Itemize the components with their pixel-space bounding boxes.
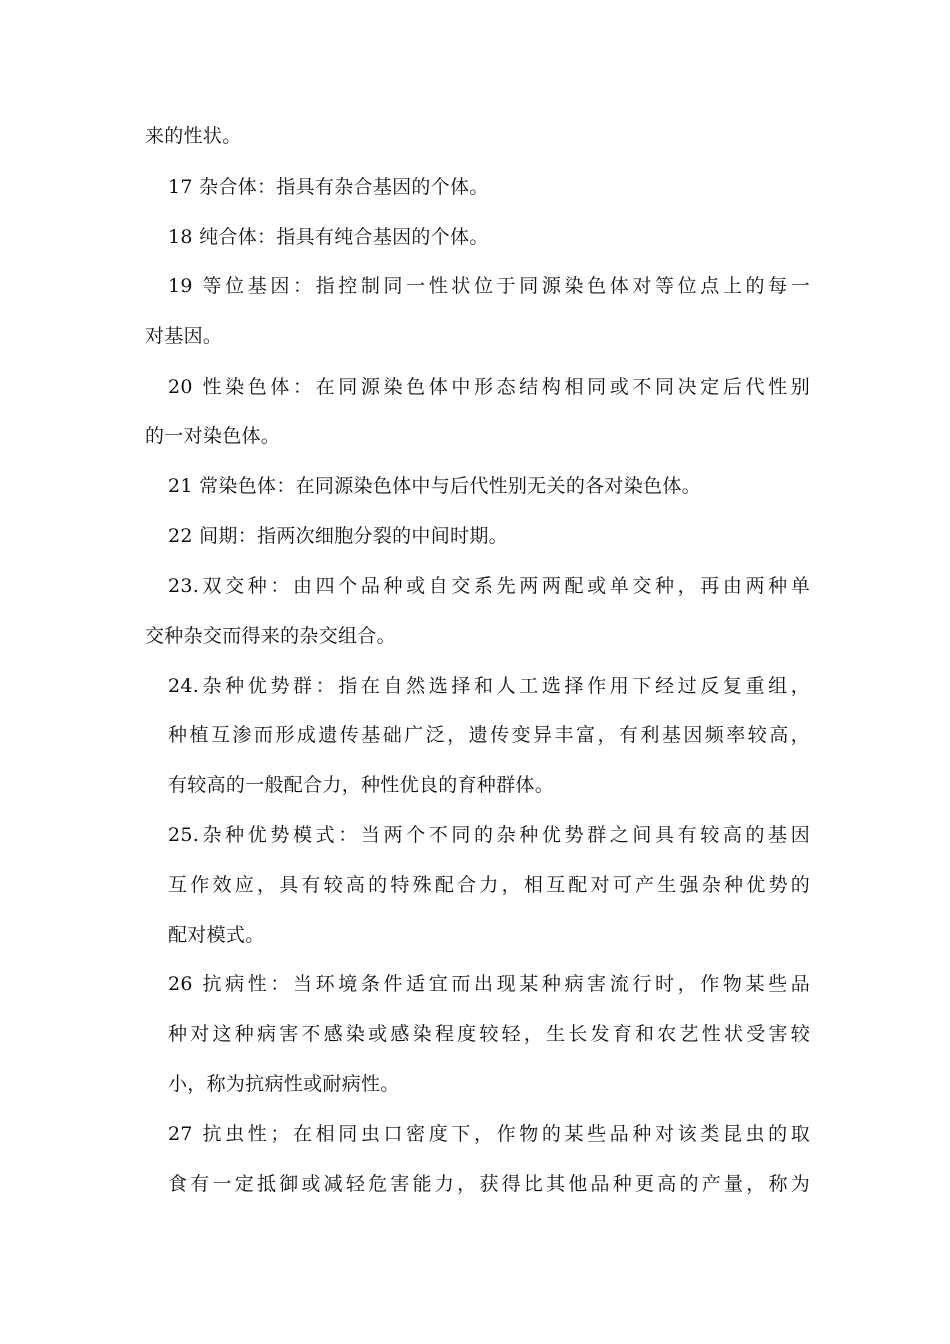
text-line: 27 抗虫性；在相同虫口密度下，作物的某些品种对该类昆虫的取 [168,1123,810,1145]
text-line: 对基因。 [145,325,223,347]
text-line: 24.杂种优势群：指在自然选择和人工选择作用下经过反复重组， [168,675,810,697]
text-line: 25.杂种优势模式：当两个不同的杂种优势群之间具有较高的基因 [168,824,810,846]
text-line: 18 纯合体：指具有纯合基因的个体。 [168,226,489,248]
text-line: 有较高的一般配合力，种性优良的育种群体。 [168,774,555,796]
text-line: 小，称为抗病性或耐病性。 [168,1073,400,1095]
text-line: 种对这种病害不感染或感染程度较轻，生长发育和农艺性状受害较 [168,1023,810,1045]
text-line: 种植互渗而形成遗传基础广泛，遗传变异丰富，有利基因频率较高， [168,724,810,746]
text-line: 来的性状。 [145,125,242,147]
text-line: 交种杂交而得来的杂交组合。 [145,625,396,647]
text-line: 食有一定抵御或减轻危害能力，获得比其他品种更高的产量，称为 [168,1173,810,1195]
text-line: 20 性染色体：在同源染色体中形态结构相同或不同决定后代性别 [168,376,810,398]
text-line: 23.双交种：由四个品种或自交系先两两配或单交种，再由两种单 [168,575,810,597]
text-line: 19 等位基因：指控制同一性状位于同源染色体对等位点上的每一 [168,275,810,297]
text-line: 22 间期：指两次细胞分裂的中间时期。 [168,525,508,547]
text-line: 配对模式。 [168,924,265,946]
text-line: 的一对染色体。 [145,425,281,447]
text-line: 互作效应，具有较高的特殊配合力，相互配对可产生强杂种优势的 [168,874,810,896]
text-line: 21 常染色体：在同源染色体中与后代性别无关的各对染色体。 [168,475,701,497]
text-line: 26 抗病性：当环境条件适宜而出现某种病害流行时，作物某些品 [168,973,810,995]
text-line: 17 杂合体：指具有杂合基因的个体。 [168,176,489,198]
